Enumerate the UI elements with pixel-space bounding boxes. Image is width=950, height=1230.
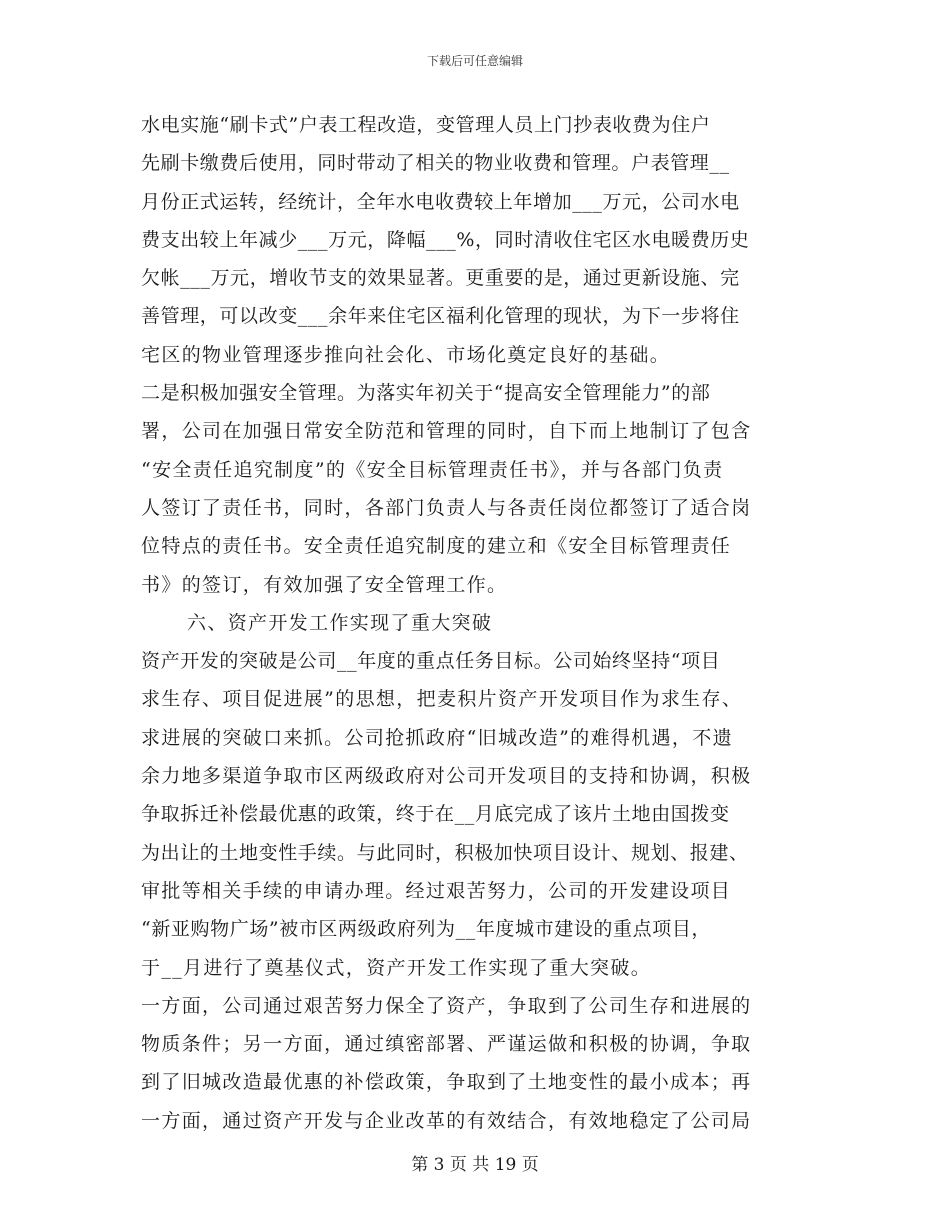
body-line: “安全责任追究制度”的《安全目标管理责任书》，并与各部门负责 [141,458,724,481]
body-line: 欠帐___万元，增收节支的效果显著。更重要的是，通过更新设施、完 [141,267,740,290]
body-line: 人签订了责任书，同时，各部门负责人与各责任岗位都签订了适合岗 [141,496,752,519]
body-line: 宅区的物业管理逐步推向社会化、市场化奠定良好的基础。 [141,343,671,366]
body-line: 先刷卡缴费后使用，同时带动了相关的物业收费和管理。户表管理__ [141,152,730,175]
body-line: 审批等相关手续的申请办理。经过艰苦努力，公司的开发建设项目 [141,879,732,902]
section-heading: 六、资产开发工作实现了重大突破 [187,611,493,634]
body-line: 到了旧城改造最优惠的补偿政策，争取到了土地变性的最小成本；再 [141,1071,752,1094]
body-line: 求进展的突破口来抓。公司抢抓政府“旧城改造”的难得机遇，不遗 [141,726,733,749]
body-line: 为出让的土地变性手续。与此同时，积极加快项目设计、规划、报建、 [141,841,749,864]
body-line: 位特点的责任书。安全责任追究制度的建立和《安全目标管理责任 [141,535,732,558]
body-line: 一方面，公司通过艰苦努力保全了资产，争取到了公司生存和进展的 [141,994,752,1017]
body-line: 书》的签订，有效加强了安全管理工作。 [141,573,508,596]
page-header: 下载后可任意编辑 [426,54,523,68]
body-line: 求生存、项目促进展”的思想，把麦积片资产开发项目作为求生存、 [141,688,743,711]
body-line: 一方面，通过资产开发与企业改革的有效结合，有效地稳定了公司局 [141,1109,752,1132]
body-line: 资产开发的突破是公司__年度的重点任务目标。公司始终坚持“项目 [141,650,721,673]
body-line: 善管理，可以改变___余年来住宅区福利化管理的现状，为下一步将住 [141,305,740,328]
page-number: 第 3 页 共 19 页 [411,1155,539,1175]
body-line: 争取拆迁补偿最优惠的政策，终于在__月底完成了该片土地由国拨变 [141,803,730,826]
body-line: 于__月进行了奠基仪式，资产开发工作实现了重大突破。 [141,956,652,979]
body-line: 水电实施“刷卡式”户表工程改造，变管理人员上门抄表收费为住户 [141,114,711,136]
body-line: “新亚购物广场”被市区两级政府列为__年度城市建设的重点项目， [141,918,712,941]
body-line: 署，公司在加强日常安全防范和管理的同时，自下而上地制订了包含 [141,420,752,443]
body-line: 月份正式运转，经统计，全年水电收费较上年增加___万元，公司水电 [141,190,740,213]
body-line: 费支出较上年减少___万元，降幅___%，同时清收住宅区水电暖费历史 [141,228,750,251]
body-line: 余力地多渠道争取市区两级政府对公司开发项目的支持和协调，积极 [141,765,752,788]
document-body [141,106,801,1140]
body-line: 物质条件；另一方面，通过缜密部署、严谨运做和积极的协调，争取 [141,1033,752,1056]
body-line: 二是积极加强安全管理。为落实年初关于“提高安全管理能力”的部 [141,382,711,405]
